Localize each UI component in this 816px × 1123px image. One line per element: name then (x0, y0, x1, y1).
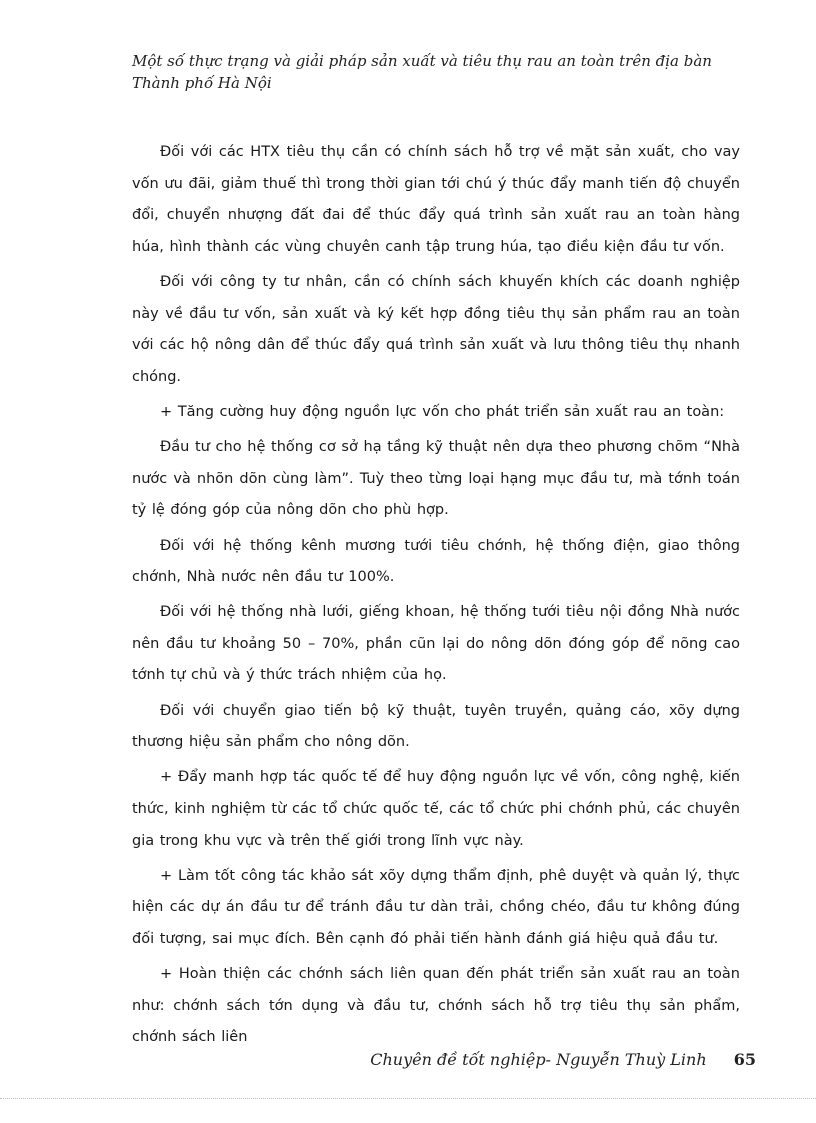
page-number: 65 (733, 1050, 756, 1069)
bottom-divider (0, 1098, 816, 1099)
paragraph: Đối với công ty tư nhân, cần có chính sách khuyến khích các doanh nghiệp này về đầu tư vốn, sản xuất và ký kết hợp đồng tiêu thụ sản phẩm rau an toàn với các hộ nông dân để thúc đẩy quá trình sản xuất và lưu thông tiêu thụ nhanh chóng. (132, 273, 740, 385)
running-header: Một số thực trạng và giải pháp sản xuất và tiêu thụ rau an toàn trên địa bàn Thành phố Hà Nội (132, 52, 712, 92)
paragraph: Đối với chuyển giao tiến bộ kỹ thuật, tuyên truyền, quảng cáo, xõy dựng thương hiệu sản phẩm cho nông dõn. (132, 702, 740, 751)
paragraph: + Tăng cường huy động nguồn lực vốn cho phát triển sản xuất rau an toàn: (160, 403, 725, 420)
document-body (132, 137, 740, 1058)
paragraph: Đối với các HTX tiêu thụ cần có chính sách hỗ trợ về mặt sản xuất, cho vay vốn ưu đãi, giảm thuế thì trong thời gian tới chú ý thúc đẩy manh tiến độ chuyển đổi, chuyển nhượng đất đai để thúc đẩy quá trình sản xuất rau an toàn hàng húa, hình thành các vùng chuyên canh tập trung húa, tạo điều kiện đầu tư vốn. (132, 144, 740, 255)
paragraph: + Hoàn thiện các chớnh sách liên quan đến phát triển sản xuất rau an toàn như: chớnh sách tớn dụng và đầu tư, chớnh sách hỗ trợ tiêu thụ sản phẩm, chớnh sách liên (132, 966, 740, 1046)
paragraph: + Đẩy manh hợp tác quốc tế để huy động nguồn lực về vốn, công nghệ, kiến thức, kinh nghiệm từ các tổ chức quốc tế, các tổ chức phi chớnh phủ, các chuyên gia trong khu vực và trên thế giới trong lĩnh vực này. (132, 769, 740, 849)
footer-author: Chuyên đề tốt nghiệp- Nguyễn Thuỳ Linh (370, 1050, 707, 1069)
paragraph: Đối với hệ thống kênh mương tưới tiêu chớnh, hệ thống điện, giao thông chớnh, Nhà nước nên đầu tư 100%. (132, 537, 740, 586)
page-footer (370, 1050, 756, 1069)
paragraph: Đối với hệ thống nhà lưới, giếng khoan, hệ thống tưới tiêu nội đồng Nhà nước nên đầu tư khoảng 50 – 70%, phần cũn lại do nông dõn đóng góp để nõng cao tớnh tự chủ và ý thức trách nhiệm của họ. (132, 604, 740, 684)
paragraph: + Làm tốt công tác khảo sát xõy dựng thẩm định, phê duyệt và quản lý, thực hiện các dự án đầu tư để tránh đầu tư dàn trải, chồng chéo, đầu tư không đúng đối tượng, sai mục đích. Bên cạnh đó phải tiến hành đánh giá hiệu quả đầu tư. (132, 867, 740, 947)
paragraph: Đầu tư cho hệ thống cơ sở hạ tầng kỹ thuật nên dựa theo phương chõm “Nhà nước và nhõn dõn cùng làm”. Tuỳ theo từng loại hạng mục đầu tư, mà tớnh toán tỷ lệ đóng góp của nông dõn cho phù hợp. (132, 439, 740, 519)
